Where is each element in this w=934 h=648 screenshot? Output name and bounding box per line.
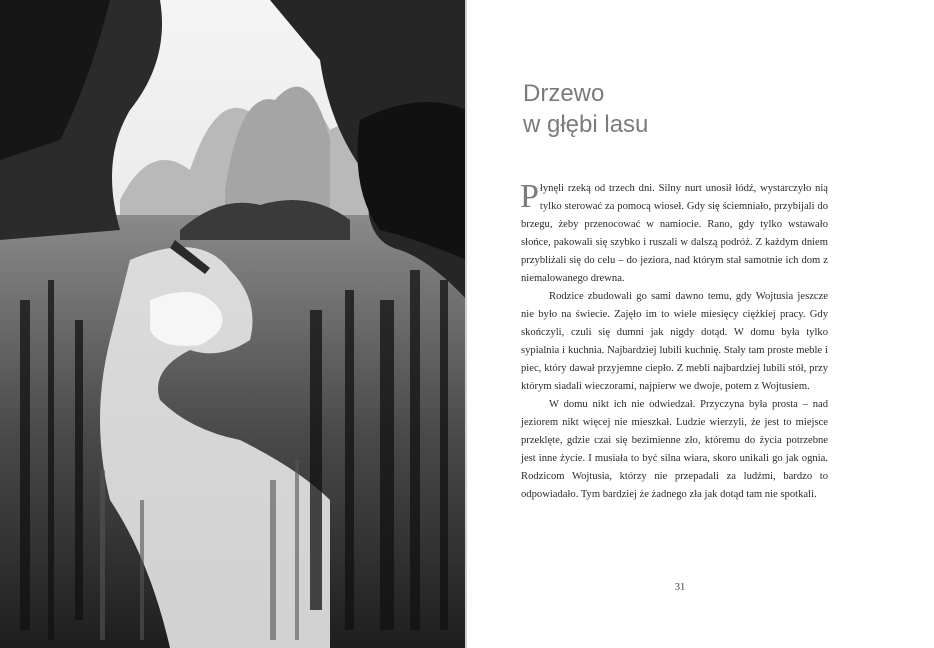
page-number: 31 xyxy=(674,582,686,593)
chapter-title-line1: Drzewo xyxy=(523,80,605,107)
chapter-title-line2: w głębi lasu xyxy=(523,111,649,138)
paragraph-1-text: łynęli rzeką od trzech dni. Silny nurt unosił łódź, wystarczyło nią tylko sterować za pomocą wioseł. Gdy się ściemniało, przybijali do brzegu, żeby przenocować w namiocie. Rano, gdy tylko wstawało słońce, pakowali się szybko i ruszali w dalszą podróż. Z każdym dniem przybliżali się do celu – do jeziora, nad którym stał samotnie ich dom z niemalowanego drewna. xyxy=(521,183,828,284)
chapter-body xyxy=(521,180,828,504)
chapter-title xyxy=(523,78,883,140)
paragraph-1 xyxy=(521,180,828,288)
text-page xyxy=(467,0,934,648)
paragraph-3: W domu nikt ich nie odwiedzał. Przyczyna była prosta – nad jeziorem nikt więcej nie mieszkał. Ludzie wierzyli, że jest to miejsce przeklęte, gdzie czai się bezimienne zło, któremu do życia potrzebne jest inne życie. I musiała to być silna wiara, skoro unikali go jak ognia. Rodzicom Wojtusia, którzy nie przepadali za ludźmi, bardzo to odpowiadało. Tym bardziej że żadnego zła jak dotąd tam nie spotkali. xyxy=(521,399,828,500)
drop-cap: P xyxy=(520,178,539,215)
paragraph-2: Rodzice zbudowali go sami dawno temu, gdy Wojtusia jeszcze nie było na świecie. Zajęło im to wiele miesięcy ciężkiej pracy. Gdy skończyli, czuli się dumni jak nigdy dotąd. W domu była tylko sypialnia i kuchnia. Najbardziej lubili kuchnię. Stały tam proste meble i piec, który dawał przyjemne ciepło. Z mebli najbardziej lubili stół, przy którym siadali wieczorami, najpierw we dwoje, potem z Wojtusiem. xyxy=(521,291,828,392)
